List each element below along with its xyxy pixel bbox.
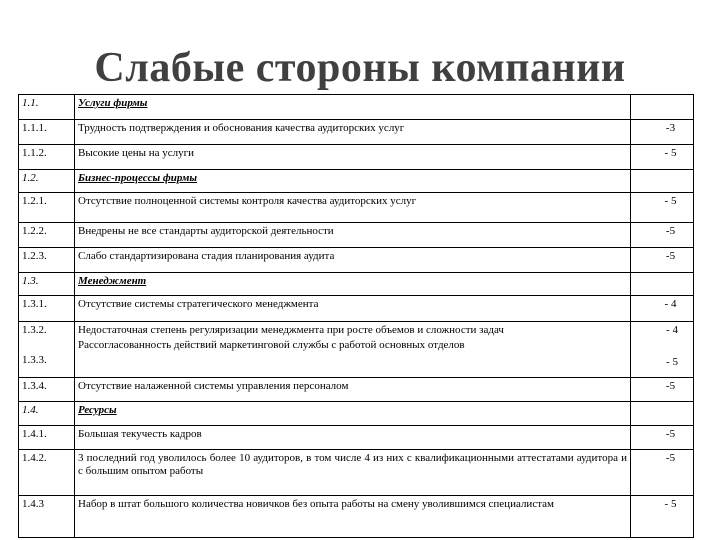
table-row: [19, 145, 694, 170]
row-number: 1.4.3: [19, 496, 75, 538]
table-row: [19, 193, 694, 223]
row-score: - 4: [666, 324, 678, 336]
row-score: - 4: [631, 296, 694, 322]
row-number: 1.3.3.: [22, 354, 47, 366]
table-row: [19, 223, 694, 248]
row-number: 1.2.: [19, 170, 75, 193]
row-score: [631, 402, 694, 426]
row-score: - 5: [666, 356, 678, 368]
table-row: [19, 120, 694, 145]
table-row: [19, 296, 694, 322]
table-row: [19, 426, 694, 450]
section-heading: Менеджмент: [75, 273, 631, 296]
table-row: [19, 496, 694, 538]
row-number: 1.3.: [19, 273, 75, 296]
table-row: [19, 248, 694, 273]
row-number: 1.2.1.: [19, 193, 75, 223]
table-row: [19, 402, 694, 426]
section-heading: Ресурсы: [75, 402, 631, 426]
row-text: Рассогласованность действий маркетинговой службы с работой основных отделов: [78, 339, 465, 351]
table-row: [19, 95, 694, 120]
row-text: Высокие цены на услуги: [75, 145, 631, 170]
row-number: 1.2.3.: [19, 248, 75, 273]
row-number: 1.2.2.: [19, 223, 75, 248]
row-score: -5: [631, 223, 694, 248]
row-text: Недостаточная степень регуляризации менеджмента при росте объемов и сложности задач: [78, 324, 504, 336]
table-row: [19, 378, 694, 402]
row-number: 1.1.1.: [19, 120, 75, 145]
row-text: Внедрены не все стандарты аудиторской деятельности: [75, 223, 631, 248]
table-row: [19, 273, 694, 296]
row-score: - 5: [631, 145, 694, 170]
row-number: 1.4.1.: [19, 426, 75, 450]
row-text: Отсутствие системы стратегического менеджмента: [75, 296, 631, 322]
row-text: Набор в штат большого количества новичков без опыта работы на смену уволившимся специалистам: [75, 496, 631, 538]
table-row: [19, 322, 694, 378]
row-text: Отсутствие налаженной системы управления персоналом: [75, 378, 631, 402]
row-number: 1.3.4.: [19, 378, 75, 402]
row-score: [631, 273, 694, 296]
page-title: Слабые стороны компании: [94, 45, 626, 91]
row-score: [631, 95, 694, 120]
row-text: 3 последний год уволилось более 10 аудиторов, в том числе 4 из них с квалификационными аттестатами аудитора и с большим опытом работы: [75, 450, 631, 496]
row-score-cell: [631, 322, 694, 378]
row-score: -5: [631, 378, 694, 402]
row-score: -5: [631, 450, 694, 496]
section-heading: Бизнес-процессы фирмы: [75, 170, 631, 193]
weakness-table: [18, 94, 694, 538]
row-number: 1.4.: [19, 402, 75, 426]
row-text: Большая текучесть кадров: [75, 426, 631, 450]
row-score: [631, 170, 694, 193]
row-score: - 5: [631, 496, 694, 538]
row-score: -5: [631, 248, 694, 273]
row-score: - 5: [631, 193, 694, 223]
row-text-cell: [75, 322, 631, 378]
row-score: -3: [631, 120, 694, 145]
row-number-cell: [19, 322, 75, 378]
row-text: Отсутствие полноценной системы контроля качества аудиторских услуг: [75, 193, 631, 223]
row-number: 1.1.2.: [19, 145, 75, 170]
row-text: Слабо стандартизирована стадия планирования аудита: [75, 248, 631, 273]
row-number: 1.3.1.: [19, 296, 75, 322]
row-number: 1.1.: [19, 95, 75, 120]
section-heading: Услуги фирмы: [75, 95, 631, 120]
row-number: 1.4.2.: [19, 450, 75, 496]
row-score: -5: [631, 426, 694, 450]
table-row: [19, 170, 694, 193]
table-row: [19, 450, 694, 496]
row-number: 1.3.2.: [22, 324, 47, 336]
row-text: Трудность подтверждения и обоснования качества аудиторских услуг: [75, 120, 631, 145]
